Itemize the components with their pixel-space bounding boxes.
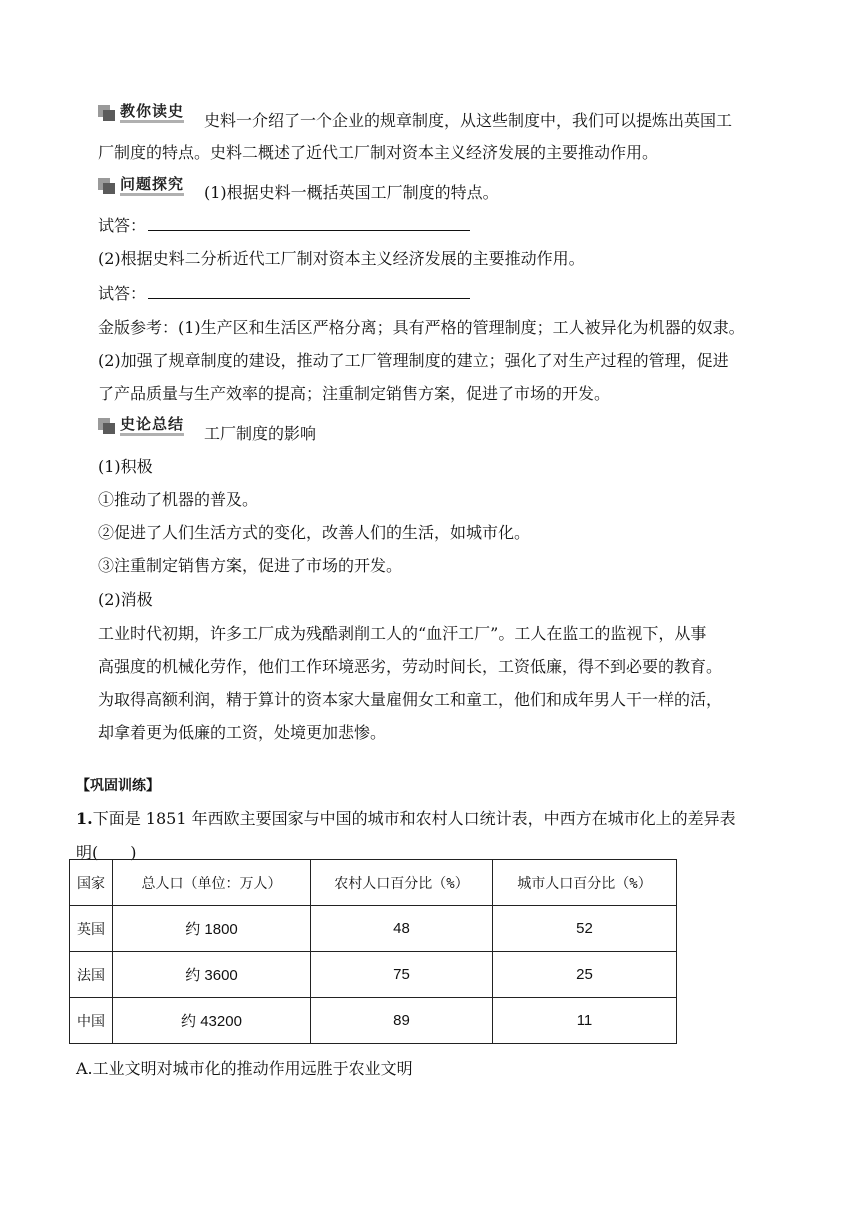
table-cell: 75 (311, 952, 493, 998)
question-1: (1)根据史料一概括英国工厂制度的特点。 (204, 183, 499, 202)
badge-label: 问题探究 (120, 176, 184, 196)
badge-explore (98, 176, 186, 196)
table-cell: 52 (493, 906, 677, 952)
reference-line-3: 了产品质量与生产效率的提高；注重制定销售方案，促进了市场的开发。 (98, 384, 611, 403)
answer-row-1 (98, 215, 470, 237)
question-text: 下面是 1851 年西欧主要国家与中国的城市和农村人口统计表，中西方在城市化上的差异表 (92, 809, 736, 828)
table-cell: 89 (311, 998, 493, 1044)
question-stem-line-2: 明( ) (76, 843, 137, 862)
table-cell: 11 (493, 998, 677, 1044)
badge-square-icon (98, 105, 116, 121)
positive-item-2: ②促进了人们生活方式的变化，改善人们的生活，如城市化。 (98, 523, 531, 542)
table-cell: 约 3600 (113, 952, 311, 998)
read-text-line-2: 厂制度的特点。史料二概述了近代工厂制对资本主义经济发展的主要推动作用。 (98, 143, 659, 162)
positive-item-1: ①推动了机器的普及。 (98, 490, 259, 509)
question-stem-line-1 (76, 808, 736, 830)
badge-square-icon (98, 178, 116, 194)
badge-read-history (98, 103, 186, 123)
table-header-row (70, 860, 677, 906)
table-cell: 48 (311, 906, 493, 952)
table-header: 城市人口百分比（%） (493, 860, 677, 906)
badge-label: 史论总结 (120, 416, 184, 436)
reference-line-1: 金版参考：(1)生产区和生活区严格分离；具有严格的管理制度；工人被异化为机器的奴隶。 (98, 318, 745, 337)
negative-label: (2)消极 (98, 590, 153, 609)
positive-item-3: ③注重制定销售方案，促进了市场的开发。 (98, 556, 403, 575)
table-cell: 法国 (70, 952, 113, 998)
positive-label: (1)积极 (98, 457, 153, 476)
badge-label: 教你读史 (120, 103, 184, 123)
population-table (69, 859, 677, 1044)
table-cell: 中国 (70, 998, 113, 1044)
table-header: 总人口（单位：万人） (113, 860, 311, 906)
answer-label: 试答： (98, 284, 147, 303)
negative-line-1: 工业时代初期，许多工厂成为残酷剥削工人的“血汗工厂”。工人在监工的监视下，从事 (98, 624, 707, 643)
negative-line-3: 为取得高额利润，精于算计的资本家大量雇佣女工和童工，他们和成年男人干一样的活， (98, 690, 723, 709)
badge-summary (98, 416, 186, 436)
answer-blank-1[interactable] (148, 215, 470, 231)
table-row (70, 906, 677, 952)
read-text-line-1: 史料一介绍了一个企业的规章制度，从这些制度中，我们可以提炼出英国工 (204, 111, 733, 130)
reference-line-2: (2)加强了规章制度的建设，推动了工厂管理制度的建立；强化了对生产过程的管理，促进 (98, 351, 729, 370)
table-header: 国家 (70, 860, 113, 906)
table-row (70, 952, 677, 998)
badge-square-icon (98, 418, 116, 434)
answer-row-2 (98, 283, 470, 305)
table-cell: 约 1800 (113, 906, 311, 952)
negative-line-4: 却拿着更为低廉的工资，处境更加悲惨。 (98, 723, 387, 742)
question-2: (2)根据史料二分析近代工厂制对资本主义经济发展的主要推动作用。 (98, 249, 585, 268)
question-number: 1. (76, 809, 93, 828)
summary-heading: 工厂制度的影响 (204, 424, 317, 443)
table-header: 农村人口百分比（%） (311, 860, 493, 906)
answer-blank-2[interactable] (148, 283, 470, 299)
negative-line-2: 高强度的机械化劳作，他们工作环境恶劣，劳动时间长，工资低廉，得不到必要的教育。 (98, 657, 723, 676)
answer-label: 试答： (98, 216, 147, 235)
option-a[interactable]: A.工业文明对城市化的推动作用远胜于农业文明 (76, 1059, 413, 1078)
table-cell: 英国 (70, 906, 113, 952)
practice-heading: 【巩固训练】 (76, 778, 160, 794)
table-cell: 25 (493, 952, 677, 998)
table-row (70, 998, 677, 1044)
table-cell: 约 43200 (113, 998, 311, 1044)
